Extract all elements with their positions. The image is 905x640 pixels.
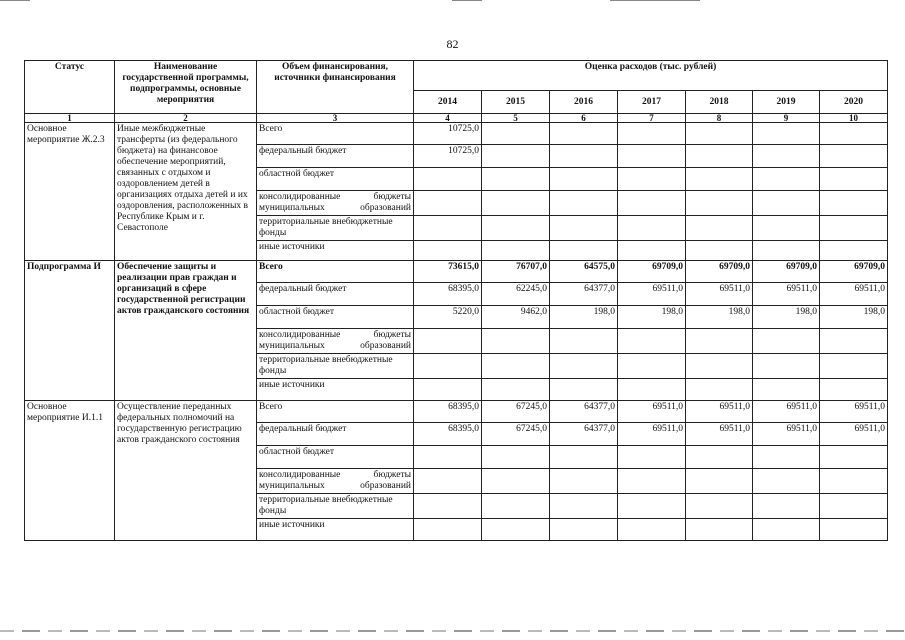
value-cell [482, 494, 550, 519]
value-cell [414, 191, 482, 216]
value-cell: 68395,0 [414, 283, 482, 306]
value-cell: 198,0 [550, 306, 618, 329]
value-cell: 69511,0 [753, 283, 820, 306]
value-cell: 64575,0 [550, 261, 618, 283]
value-cell [753, 446, 820, 469]
value-cell: 69511,0 [618, 283, 686, 306]
value-cell: 69511,0 [618, 401, 686, 423]
column-number: 9 [753, 114, 820, 123]
funding-source: Всего [257, 261, 414, 283]
value-cell [820, 469, 888, 494]
value-cell [550, 168, 618, 191]
value-cell [414, 241, 482, 261]
value-cell [414, 354, 482, 379]
value-cell [686, 191, 753, 216]
value-cell [820, 519, 888, 541]
value-cell [482, 191, 550, 216]
value-cell [753, 379, 820, 401]
value-cell [482, 519, 550, 541]
funding-source: консолидированные бюджеты муниципальных образований [257, 191, 414, 216]
value-cell: 69709,0 [820, 261, 888, 283]
value-cell [753, 329, 820, 354]
table-row [25, 401, 888, 423]
value-cell [753, 123, 820, 145]
value-cell [618, 168, 686, 191]
value-cell [482, 469, 550, 494]
value-cell: 69511,0 [820, 401, 888, 423]
header-year: 2017 [618, 91, 686, 114]
column-number: 1 [25, 114, 115, 123]
value-cell [550, 241, 618, 261]
funding-source: областной бюджет [257, 306, 414, 329]
header-year: 2019 [753, 91, 820, 114]
scan-edge-mark [452, 0, 482, 1]
value-cell: 67245,0 [482, 423, 550, 446]
value-cell [753, 519, 820, 541]
funding-source: областной бюджет [257, 168, 414, 191]
header-year: 2018 [686, 91, 753, 114]
value-cell [414, 329, 482, 354]
value-cell: 68395,0 [414, 401, 482, 423]
value-cell [820, 354, 888, 379]
column-number: 5 [482, 114, 550, 123]
header-year: 2016 [550, 91, 618, 114]
value-cell [686, 469, 753, 494]
value-cell: 198,0 [618, 306, 686, 329]
value-cell [482, 123, 550, 145]
value-cell [820, 191, 888, 216]
row-program-name: Обеспечение защиты и реализации прав граждан и организаций в сфере государственной регистрации актов гражданского состояния [115, 261, 257, 401]
row-status: Основное мероприятие Ж.2.3 [25, 123, 115, 261]
value-cell [550, 354, 618, 379]
value-cell [686, 446, 753, 469]
column-number: 2 [115, 114, 257, 123]
value-cell [686, 519, 753, 541]
value-cell [618, 123, 686, 145]
column-number: 6 [550, 114, 618, 123]
header-estimate: Оценка расходов (тыс. рублей) [414, 61, 888, 91]
value-cell: 5220,0 [414, 306, 482, 329]
funding-source: территориальные внебюджетные фонды [257, 354, 414, 379]
value-cell: 68395,0 [414, 423, 482, 446]
budget-table [24, 60, 888, 541]
value-cell [686, 241, 753, 261]
value-cell [820, 168, 888, 191]
value-cell [618, 379, 686, 401]
funding-source: территориальные внебюджетные фонды [257, 494, 414, 519]
value-cell [618, 145, 686, 168]
value-cell [550, 329, 618, 354]
value-cell: 69511,0 [820, 423, 888, 446]
value-cell [414, 216, 482, 241]
value-cell [482, 216, 550, 241]
value-cell [618, 446, 686, 469]
value-cell [820, 329, 888, 354]
value-cell [753, 216, 820, 241]
value-cell: 69709,0 [618, 261, 686, 283]
page-number: 82 [446, 37, 459, 51]
value-cell [820, 123, 888, 145]
value-cell [482, 354, 550, 379]
value-cell [686, 329, 753, 354]
scan-edge-mark [610, 0, 700, 1]
value-cell [550, 446, 618, 469]
value-cell [550, 123, 618, 145]
header-year: 2020 [820, 91, 888, 114]
value-cell: 76707,0 [482, 261, 550, 283]
column-number: 10 [820, 114, 888, 123]
header-year: 2014 [414, 91, 482, 114]
scan-artifact-line [0, 630, 905, 632]
value-cell: 198,0 [753, 306, 820, 329]
value-cell [820, 379, 888, 401]
value-cell [618, 241, 686, 261]
value-cell [618, 216, 686, 241]
value-cell: 69511,0 [753, 401, 820, 423]
value-cell [753, 191, 820, 216]
value-cell [686, 354, 753, 379]
value-cell: 198,0 [820, 306, 888, 329]
value-cell [550, 216, 618, 241]
column-number: 7 [618, 114, 686, 123]
funding-source: федеральный бюджет [257, 145, 414, 168]
value-cell [686, 494, 753, 519]
funding-source: иные источники [257, 241, 414, 261]
value-cell [414, 469, 482, 494]
value-cell: 69511,0 [820, 283, 888, 306]
value-cell: 64377,0 [550, 283, 618, 306]
value-cell: 69709,0 [753, 261, 820, 283]
value-cell [550, 519, 618, 541]
value-cell [550, 379, 618, 401]
value-cell: 10725,0 [414, 145, 482, 168]
value-cell [618, 329, 686, 354]
value-cell [550, 494, 618, 519]
funding-source: иные источники [257, 379, 414, 401]
value-cell [618, 469, 686, 494]
value-cell [686, 123, 753, 145]
value-cell [550, 191, 618, 216]
value-cell [686, 168, 753, 191]
value-cell: 62245,0 [482, 283, 550, 306]
funding-source: иные источники [257, 519, 414, 541]
value-cell [550, 145, 618, 168]
value-cell [482, 379, 550, 401]
value-cell [753, 241, 820, 261]
value-cell: 69511,0 [753, 423, 820, 446]
column-number: 8 [686, 114, 753, 123]
value-cell [414, 446, 482, 469]
funding-source: федеральный бюджет [257, 423, 414, 446]
value-cell [414, 494, 482, 519]
row-status: Основное мероприятие И.1.1 [25, 401, 115, 541]
row-status: Подпрограмма И [25, 261, 115, 401]
value-cell [820, 446, 888, 469]
value-cell [753, 168, 820, 191]
value-cell [753, 494, 820, 519]
header-year: 2015 [482, 91, 550, 114]
value-cell: 64377,0 [550, 401, 618, 423]
value-cell [482, 329, 550, 354]
value-cell [618, 191, 686, 216]
value-cell [686, 216, 753, 241]
value-cell [414, 168, 482, 191]
value-cell: 73615,0 [414, 261, 482, 283]
value-cell [414, 519, 482, 541]
value-cell: 64377,0 [550, 423, 618, 446]
funding-source: консолидированные бюджеты муниципальных образований [257, 329, 414, 354]
header-financing: Объем финансирования, источники финансирования [257, 61, 414, 114]
value-cell [686, 145, 753, 168]
value-cell: 69511,0 [686, 283, 753, 306]
funding-source: консолидированные бюджеты муниципальных образований [257, 469, 414, 494]
value-cell [753, 354, 820, 379]
funding-source: Всего [257, 123, 414, 145]
table-row [25, 261, 888, 283]
row-program-name: Иные межбюджетные трансферты (из федерального бюджета) на финансовое обеспечение мероприятий, связанных с отдыхом и оздоровлением детей в организациях отдыха детей и их оздоровления, расположенных в Республике Крым и г. Севастополе [115, 123, 257, 261]
header-status: Статус [25, 61, 115, 114]
value-cell [753, 145, 820, 168]
header-name: Наименование государственной программы, подпрограммы, основные мероприятия [115, 61, 257, 114]
funding-source: областной бюджет [257, 446, 414, 469]
value-cell: 69511,0 [618, 423, 686, 446]
value-cell [482, 145, 550, 168]
value-cell [414, 379, 482, 401]
column-number: 3 [257, 114, 414, 123]
value-cell: 9462,0 [482, 306, 550, 329]
value-cell: 10725,0 [414, 123, 482, 145]
value-cell: 198,0 [686, 306, 753, 329]
column-number: 4 [414, 114, 482, 123]
value-cell [482, 168, 550, 191]
value-cell [618, 494, 686, 519]
value-cell [820, 241, 888, 261]
row-program-name: Осуществление переданных федеральных полномочий на государственную регистрацию актов гражданского состояния [115, 401, 257, 541]
value-cell: 67245,0 [482, 401, 550, 423]
funding-source: территориальные внебюджетные фонды [257, 216, 414, 241]
value-cell: 69709,0 [686, 261, 753, 283]
value-cell [618, 519, 686, 541]
scan-edge-mark [0, 0, 30, 1]
table-row [25, 123, 888, 145]
value-cell [686, 379, 753, 401]
value-cell: 69511,0 [686, 401, 753, 423]
value-cell [618, 354, 686, 379]
value-cell [820, 216, 888, 241]
value-cell [550, 469, 618, 494]
funding-source: Всего [257, 401, 414, 423]
value-cell [753, 469, 820, 494]
value-cell [482, 446, 550, 469]
funding-source: федеральный бюджет [257, 283, 414, 306]
value-cell [482, 241, 550, 261]
value-cell: 69511,0 [686, 423, 753, 446]
value-cell [820, 494, 888, 519]
value-cell [820, 145, 888, 168]
